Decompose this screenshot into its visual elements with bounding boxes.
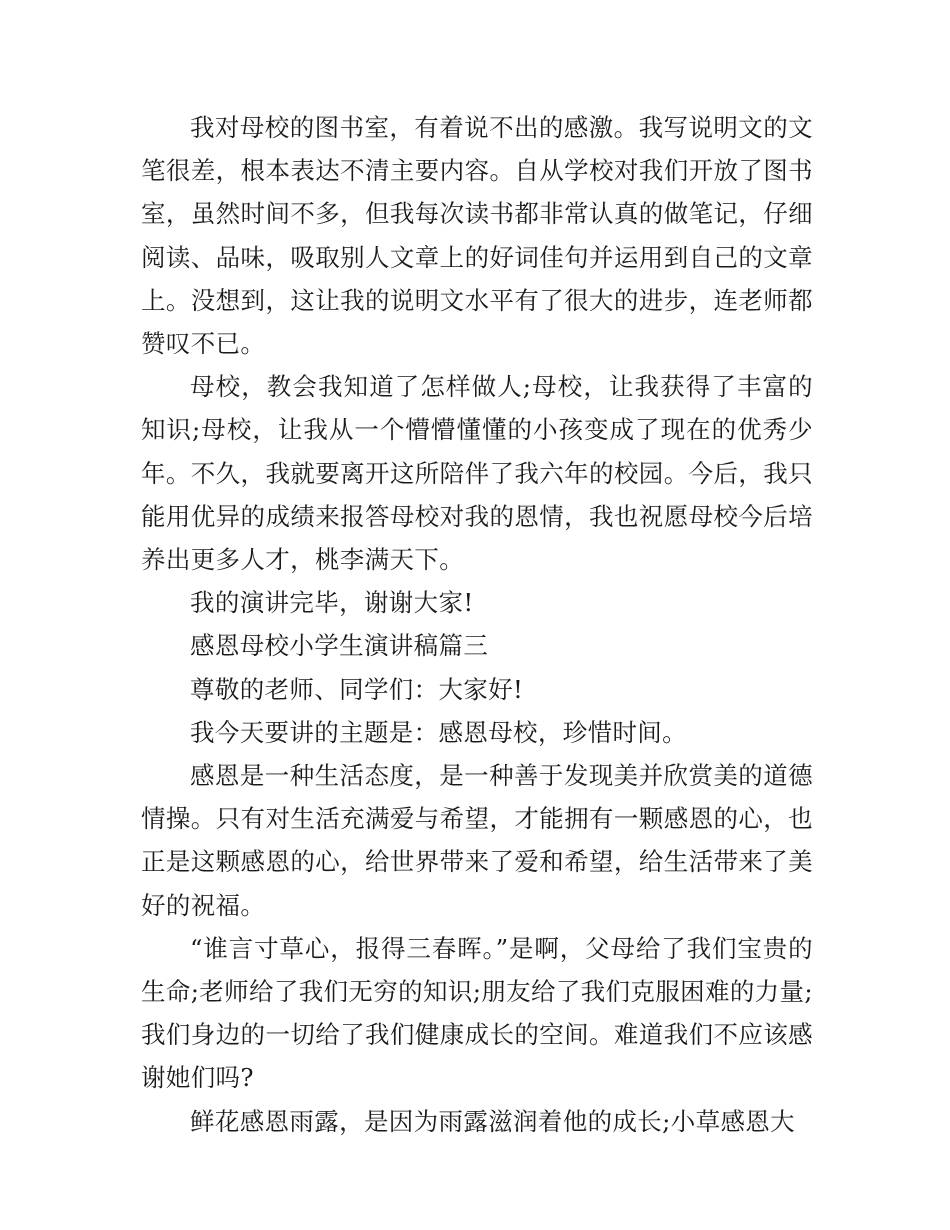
paragraph: “谁言寸草心，报得三春晖。”是啊，父母给了我们宝贵的生命;老师给了我们无穷的知识;朋友给了我们克服困难的力量;我们身边的一切给了我们健康成长的空间。难道我们不应该感谢她们吗?: [141, 933, 813, 1093]
paragraph: 我今天要讲的主题是：感恩母校，珍惜时间。: [190, 717, 687, 747]
document-body: [141, 106, 813, 1143]
paragraph: 感恩是一种生活态度，是一种善于发现美并欣赏美的道德情操。只有对生活充满爱与希望，才能拥有一颗感恩的心，也正是这颗感恩的心，给世界带来了爱和希望，给生活带来了美好的祝福。: [141, 761, 813, 920]
paragraph: 我对母校的图书室，有着说不出的感激。我写说明文的文笔很差，根本表达不清主要内容。自从学校对我们开放了图书室，虽然时间不多，但我每次读书都非常认真的做笔记，仔细阅读、品味，吸取别人文章上的好词佳句并运用到自己的文章上。没想到，这让我的说明文水平有了很大的进步，连老师都赞叹不已。: [141, 113, 813, 359]
paragraph: 鲜花感恩雨露，是因为雨露滋润着他的成长;小草感恩大: [190, 1106, 796, 1136]
section-heading: 感恩母校小学生演讲稿篇三: [190, 631, 489, 661]
paragraph: 母校，教会我知道了怎样做人;母校，让我获得了丰富的知识;母校，让我从一个懵懵懂懂的小孩变成了现在的优秀少年。不久，我就要离开这所陪伴了我六年的校园。今后，我只能用优异的成绩来报答母校对我的恩情，我也祝愿母校今后培养出更多人才，桃李满天下。: [141, 372, 813, 575]
paragraph: 我的演讲完毕，谢谢大家!: [190, 588, 474, 618]
salutation: 尊敬的老师、同学们：大家好!: [190, 674, 524, 704]
